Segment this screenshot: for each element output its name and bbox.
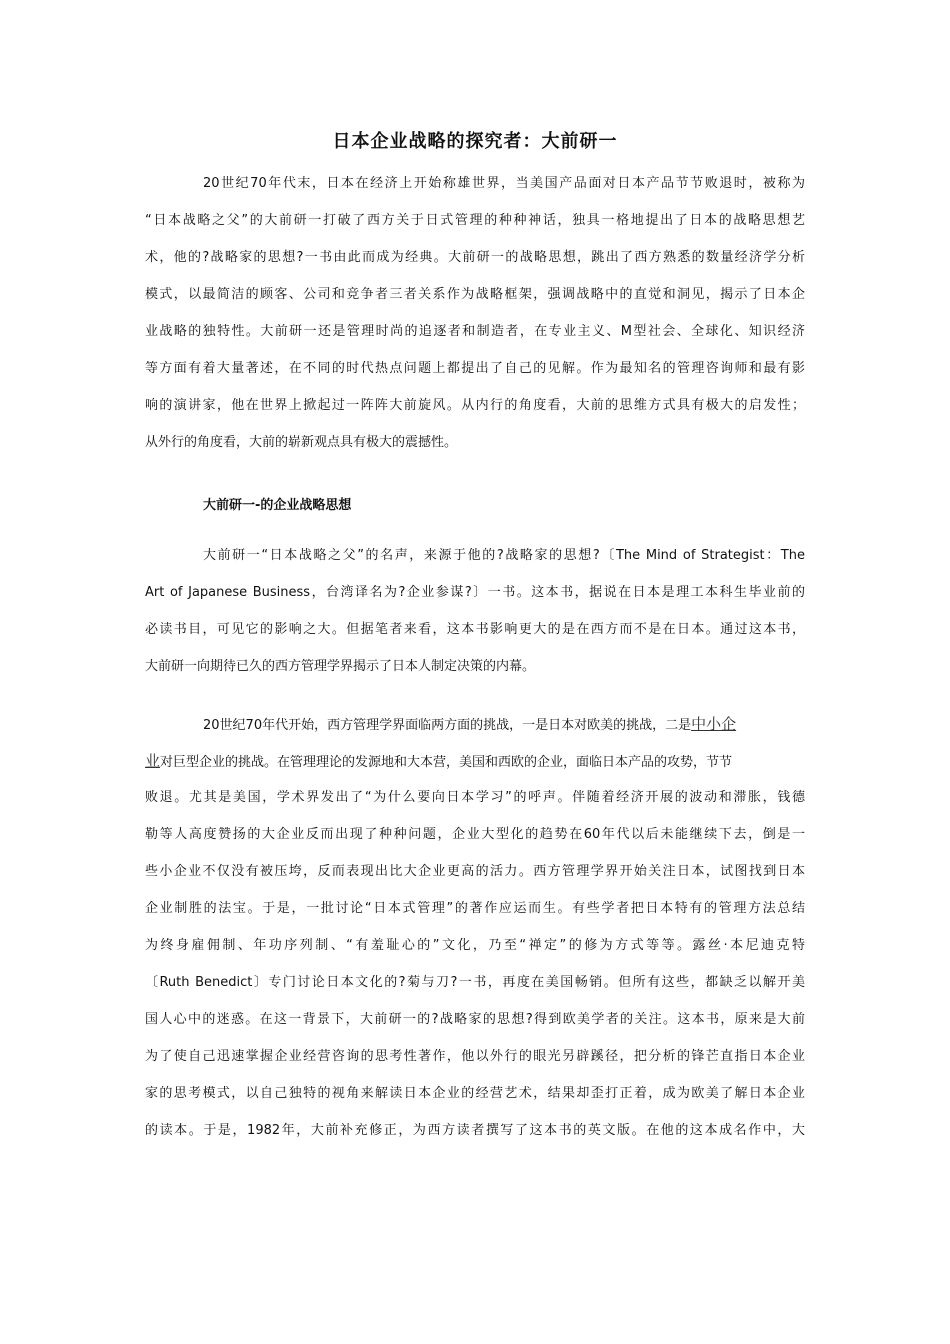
paragraph-line: 家的思考模式，以自己独特的视角来解读日本企业的经营艺术，结果却歪打正着，成为欧美了解日本企业 xyxy=(145,1086,805,1101)
paragraph-line: 勒等人高度赞扬的大企业反而出现了种种问题，企业大型化的趋势在60年代以后未能继续下去，倒是一 xyxy=(145,827,805,842)
paragraph-line: “日本战略之父”的大前研一打破了西方关于日式管理的种种神话，独具一格地提出了日本的战略思想艺 xyxy=(145,213,805,228)
paragraph-line xyxy=(145,751,805,773)
paragraph-text: 对巨型企业的挑战。在管理理论的发源地和大本营，美国和西欧的企业，面临日本产品的攻势，节节 xyxy=(160,755,733,770)
paragraph-line: Art of Japanese Business，台湾译名为?企业参谋?〕一书。这本书，据说在日本是理工本科生毕业前的 xyxy=(145,585,805,600)
paragraph-line: 业战略的独特性。大前研一还是管理时尚的追逐者和制造者，在专业主义、M型社会、全球化、知识经济 xyxy=(145,324,805,339)
paragraph-line: 从外行的角度看，大前的崭新观点具有极大的震撼性。 xyxy=(145,435,458,450)
paragraph-line: 等方面有着大量著述，在不同的时代热点问题上都提出了自己的见解。作为最知名的管理咨询师和最有影 xyxy=(145,361,805,376)
paragraph-line: 响的演讲家，他在世界上掀起过一阵阵大前旋风。从内行的角度看，大前的思维方式具有极大的启发性； xyxy=(145,398,805,413)
paragraph-line: 为终身雇佣制、年功序列制、“有羞耻心的”文化，乃至“禅定”的修为方式等等。露丝·本尼迪克特 xyxy=(145,938,805,953)
paragraph-line: 术，他的?战略家的思想?一书由此而成为经典。大前研一的战略思想，跳出了西方熟悉的数量经济学分析 xyxy=(145,250,805,265)
paragraph-line: 模式，以最简洁的顾客、公司和竞争者三者关系作为战略框架，强调战略中的直觉和洞见，揭示了日本企 xyxy=(145,287,805,302)
sme-link[interactable]: 业 xyxy=(145,752,161,770)
paragraph-line: 20世纪70年代末，日本在经济上开始称雄世界，当美国产品面对日本产品节节败退时，被称为 xyxy=(203,176,805,191)
paragraph-line: 大前研一“日本战略之父”的名声，来源于他的?战略家的思想?〔The Mind of Strategist：The xyxy=(203,548,805,563)
paragraph-line: 些小企业不仅没有被压垮，反而表现出比大企业更高的活力。西方管理学界开始关注日本，试图找到日本 xyxy=(145,864,805,879)
paragraph-text: 20世纪70年代开始，西方管理学界面临两方面的挑战，一是日本对欧美的挑战，二是 xyxy=(203,718,692,733)
paragraph-line: 败退。尤其是美国，学术界发出了“为什么要向日本学习”的呼声。伴随着经济开展的波动和滞胀，钱德 xyxy=(145,790,805,805)
paragraph-line: 的读本。于是，1982年，大前补充修正，为西方读者撰写了这本书的英文版。在他的这本成名作中，大 xyxy=(145,1123,805,1138)
paragraph-line: 大前研一向期待已久的西方管理学界揭示了日本人制定决策的内幕。 xyxy=(145,659,536,674)
paragraph-line xyxy=(203,714,805,736)
paragraph-line: 企业制胜的法宝。于是，一批讨论“日本式管理”的著作应运而生。有些学者把日本特有的管理方法总结 xyxy=(145,901,805,916)
sme-link[interactable]: 中小企 xyxy=(691,715,737,733)
paragraph-line: 必读书目，可见它的影响之大。但据笔者来看，这本书影响更大的是在西方而不是在日本。通过这本书， xyxy=(145,622,805,637)
paragraph-line: 国人心中的迷惑。在这一背景下，大前研一的?战略家的思想?得到欧美学者的关注。这本书，原来是大前 xyxy=(145,1012,805,1027)
page-title: 日本企业战略的探究者：大前研一 xyxy=(332,131,618,152)
section-heading: 大前研一-的企业战略思想 xyxy=(203,498,352,513)
paragraph-line: 〔Ruth Benedict〕专门讨论日本文化的?菊与刀?一书，再度在美国畅销。但所有这些，都缺乏以解开美 xyxy=(145,975,805,990)
paragraph-line: 为了使自己迅速掌握企业经营咨询的思考性著作，他以外行的眼光另辟蹊径，把分析的锋芒直指日本企业 xyxy=(145,1049,805,1064)
